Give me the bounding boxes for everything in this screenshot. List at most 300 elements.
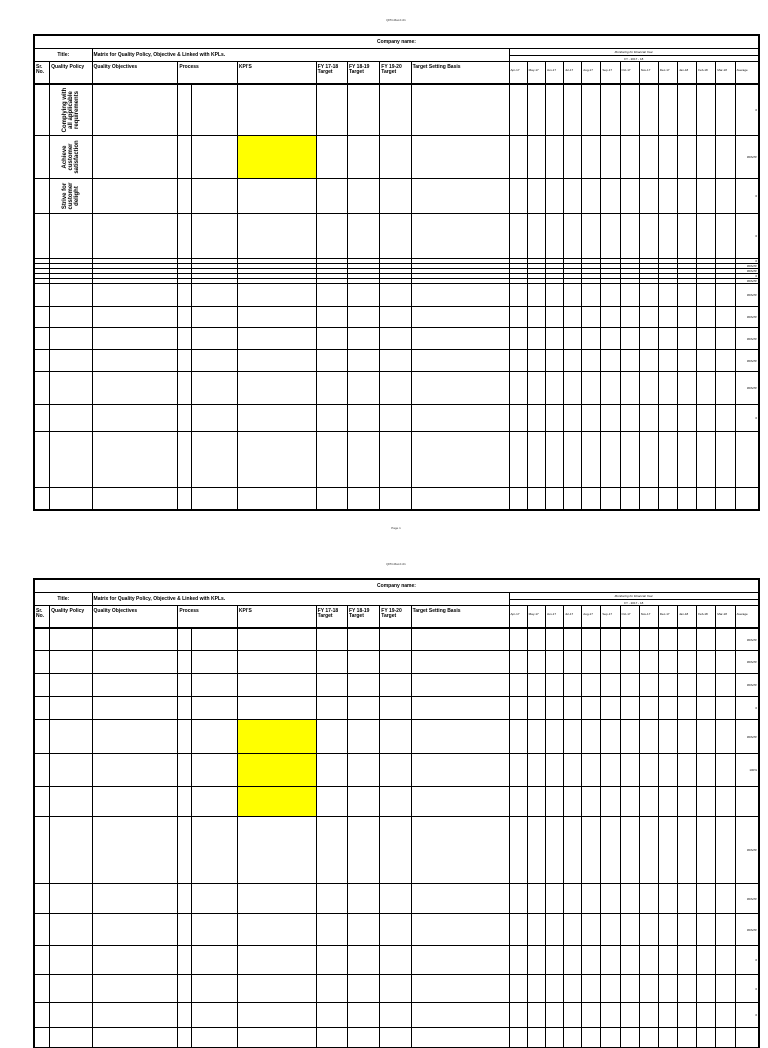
- matrix-cell: [697, 1028, 716, 1048]
- matrix-cell: [509, 372, 527, 405]
- matrix-cell: [545, 350, 563, 372]
- matrix-cell: [716, 975, 735, 1003]
- matrix-cell: [678, 787, 697, 817]
- matrix-cell: [316, 754, 347, 787]
- quality-policy-cell: [50, 85, 92, 136]
- matrix-cell: [35, 946, 50, 975]
- matrix-cell: [411, 674, 509, 697]
- matrix-cell: [639, 488, 658, 510]
- matrix-cell: [178, 214, 191, 259]
- matrix-cell: [582, 284, 601, 307]
- matrix-cell: [601, 136, 620, 179]
- matrix-cell: [237, 372, 316, 405]
- matrix-cell: [509, 85, 527, 136]
- matrix-cell: [35, 328, 50, 350]
- matrix-cell: [380, 914, 411, 946]
- matrix-cell: [582, 432, 601, 488]
- matrix-cell: [178, 488, 191, 510]
- matrix-cell: [347, 697, 379, 720]
- matrix-cell: [380, 946, 411, 975]
- matrix-cell: [564, 350, 582, 372]
- table-row: [35, 629, 759, 651]
- matrix-cell: [237, 350, 316, 372]
- matrix-cell: [35, 179, 50, 214]
- matrix-cell: [35, 674, 50, 697]
- matrix-cell: [178, 754, 191, 787]
- matrix-cell: [527, 350, 545, 372]
- matrix-cell: [678, 629, 697, 651]
- matrix-cell: [35, 85, 50, 136]
- col-target-basis: Target Setting Basis: [411, 62, 509, 84]
- matrix-cell: [697, 488, 716, 510]
- average-cell: 0: [735, 85, 758, 136]
- matrix-cell: [191, 372, 237, 405]
- matrix-cell: [237, 697, 316, 720]
- matrix-cell: [697, 787, 716, 817]
- matrix-cell: [380, 720, 411, 754]
- matrix-cell: [237, 214, 316, 259]
- matrix-cell: [601, 754, 620, 787]
- matrix-cell: [564, 629, 582, 651]
- matrix-cell: [658, 405, 677, 432]
- matrix-cell: [237, 307, 316, 328]
- matrix-cell: [237, 817, 316, 884]
- matrix-cell: [564, 372, 582, 405]
- matrix-cell: [509, 674, 527, 697]
- matrix-cell: [92, 214, 178, 259]
- matrix-cell: [658, 350, 677, 372]
- matrix-cell: [601, 179, 620, 214]
- matrix-cell: [347, 307, 379, 328]
- average-cell: #DIV/0!: [735, 914, 758, 946]
- table-row: [35, 488, 759, 510]
- matrix-cell: [582, 754, 601, 787]
- matrix-cell: [509, 350, 527, 372]
- matrix-cell: [678, 214, 697, 259]
- matrix-cell: [380, 284, 411, 307]
- matrix-cell: [347, 328, 379, 350]
- matrix-cell: [697, 975, 716, 1003]
- matrix-cell: [620, 284, 639, 307]
- matrix-cell: [601, 674, 620, 697]
- matrix-cell: [35, 136, 50, 179]
- average-cell: #DIV/0!: [735, 264, 758, 269]
- matrix-cell: [658, 975, 677, 1003]
- matrix-cell: [411, 914, 509, 946]
- matrix-cell: [50, 307, 92, 328]
- matrix-cell: [347, 946, 379, 975]
- matrix-cell: [527, 754, 545, 787]
- matrix-cell: [50, 914, 92, 946]
- matrix-cell: [582, 136, 601, 179]
- table-row: [35, 284, 759, 307]
- matrix-cell: [658, 629, 677, 651]
- table-row: [35, 720, 759, 754]
- matrix-cell: [316, 720, 347, 754]
- matrix-cell: [35, 350, 50, 372]
- month-apr: Apr-17: [509, 606, 527, 628]
- matrix-cell: [237, 884, 316, 914]
- title-label-2: Title:: [35, 593, 93, 606]
- table-row: [35, 328, 759, 350]
- matrix-cell: [35, 914, 50, 946]
- matrix-cell: [564, 85, 582, 136]
- matrix-cell: [697, 914, 716, 946]
- matrix-cell: [316, 629, 347, 651]
- matrix-cell: [658, 488, 677, 510]
- matrix-cell: [316, 432, 347, 488]
- month-jan: Jan-18: [678, 62, 697, 84]
- matrix-cell: [35, 372, 50, 405]
- matrix-cell: [582, 787, 601, 817]
- matrix-cell: [658, 85, 677, 136]
- matrix-cell: [527, 136, 545, 179]
- matrix-cell: [678, 328, 697, 350]
- matrix-cell: [178, 884, 191, 914]
- matrix-cell: [411, 754, 509, 787]
- matrix-cell: [411, 817, 509, 884]
- matrix-cell: [347, 372, 379, 405]
- matrix-cell: [92, 787, 178, 817]
- matrix-cell: [50, 754, 92, 787]
- matrix-cell: [564, 307, 582, 328]
- average-cell: #DIV/0!: [735, 720, 758, 754]
- matrix-cell: [716, 214, 735, 259]
- matrix-cell: [92, 754, 178, 787]
- matrix-cell: [191, 946, 237, 975]
- matrix-cell: [527, 284, 545, 307]
- matrix-cell: [697, 817, 716, 884]
- matrix-cell: [316, 85, 347, 136]
- matrix-cell: [347, 1028, 379, 1048]
- average-cell: #DIV/0!: [735, 269, 758, 274]
- matrix-cell: [509, 720, 527, 754]
- matrix-cell: [620, 328, 639, 350]
- matrix-cell: [582, 85, 601, 136]
- table-row: [35, 914, 759, 946]
- matrix-cell: [237, 284, 316, 307]
- matrix-cell: [620, 914, 639, 946]
- matrix-cell: [509, 884, 527, 914]
- matrix-cell: [411, 946, 509, 975]
- matrix-cell: [237, 179, 316, 214]
- matrix-cell: [658, 432, 677, 488]
- matrix-cell: [564, 674, 582, 697]
- matrix-cell: [716, 946, 735, 975]
- page-header: QPD-Mat-F-01: [386, 18, 406, 22]
- matrix-cell: [658, 817, 677, 884]
- matrix-cell: [316, 914, 347, 946]
- col-sr-no: Sr. No.: [35, 606, 50, 628]
- matrix-cell: [347, 405, 379, 432]
- average-cell: [735, 488, 758, 510]
- matrix-cell: [545, 85, 563, 136]
- company-name-label: Company name:: [35, 36, 759, 49]
- matrix-cell: [658, 787, 677, 817]
- matrix-cell: [620, 697, 639, 720]
- matrix-cell: [509, 697, 527, 720]
- matrix-cell: [316, 674, 347, 697]
- table-row: [35, 350, 759, 372]
- table-row: [35, 136, 759, 179]
- matrix-cell: [601, 975, 620, 1003]
- matrix-cell: [620, 629, 639, 651]
- matrix-cell: [582, 179, 601, 214]
- matrix-cell: [509, 787, 527, 817]
- matrix-cell: [411, 214, 509, 259]
- matrix-cell: [582, 817, 601, 884]
- matrix-cell: [92, 350, 178, 372]
- matrix-cell: [35, 214, 50, 259]
- average-cell: #DIV/0!: [735, 284, 758, 307]
- matrix-cell: [347, 651, 379, 674]
- matrix-cell: [545, 914, 563, 946]
- matrix-cell: [564, 488, 582, 510]
- matrix-cell: [658, 179, 677, 214]
- month-mar: Mar-18: [716, 606, 735, 628]
- matrix-cell: [620, 651, 639, 674]
- matrix-cell: [527, 488, 545, 510]
- matrix-cell: [527, 432, 545, 488]
- matrix-cell: [35, 284, 50, 307]
- page-header-2: QPD-Mat-F-01: [386, 562, 406, 566]
- matrix-cell: [92, 372, 178, 405]
- matrix-cell: [545, 754, 563, 787]
- matrix-cell: [601, 284, 620, 307]
- matrix-cell: [582, 328, 601, 350]
- page-2: [0, 550, 768, 1024]
- matrix-cell: [678, 405, 697, 432]
- matrix-cell: [545, 136, 563, 179]
- matrix-cell: [380, 629, 411, 651]
- average-cell: #DIV/0!: [735, 350, 758, 372]
- matrix-cell: [639, 432, 658, 488]
- matrix-cell: [678, 432, 697, 488]
- matrix-cell: [620, 787, 639, 817]
- matrix-cell: [582, 674, 601, 697]
- matrix-cell: [582, 307, 601, 328]
- table-row: [35, 307, 759, 328]
- matrix-cell: [347, 179, 379, 214]
- matrix-cell: [620, 307, 639, 328]
- matrix-cell: [697, 674, 716, 697]
- matrix-cell: [582, 350, 601, 372]
- matrix-cell: [527, 817, 545, 884]
- matrix-cell: [411, 884, 509, 914]
- matrix-cell: [716, 629, 735, 651]
- average-cell: #DIV/0!: [735, 279, 758, 284]
- col-kpis: KPI'S: [237, 606, 316, 628]
- matrix-cell: [527, 787, 545, 817]
- matrix-cell: [347, 720, 379, 754]
- matrix-cell: [191, 817, 237, 884]
- matrix-cell: [527, 405, 545, 432]
- matrix-cell: [601, 651, 620, 674]
- matrix-cell: [316, 214, 347, 259]
- month-jul: Jul-17: [564, 62, 582, 84]
- matrix-cell: [509, 284, 527, 307]
- matrix-cell: [35, 488, 50, 510]
- matrix-cell: [564, 884, 582, 914]
- matrix-cell: [697, 629, 716, 651]
- matrix-cell: [35, 975, 50, 1003]
- matrix-cell: [564, 720, 582, 754]
- matrix-cell: [509, 214, 527, 259]
- matrix-cell: [620, 350, 639, 372]
- matrix-cell: [191, 328, 237, 350]
- table-row: [35, 214, 759, 259]
- matrix-cell: [92, 488, 178, 510]
- average-cell: #DIV/0!: [735, 372, 758, 405]
- col-target-2: FY 18-19 Target: [347, 606, 379, 628]
- matrix-cell: [191, 179, 237, 214]
- monitoring-label: Monitoring for Financial Year: [509, 49, 759, 56]
- matrix-cell: [237, 328, 316, 350]
- matrix-cell: [509, 1028, 527, 1048]
- matrix-cell: [697, 432, 716, 488]
- matrix-cell: [347, 884, 379, 914]
- matrix-cell: [697, 651, 716, 674]
- matrix-cell: [178, 328, 191, 350]
- matrix-cell: [697, 136, 716, 179]
- matrix-cell: [545, 328, 563, 350]
- matrix-cell: [237, 975, 316, 1003]
- month-jan: Jan-18: [678, 606, 697, 628]
- matrix-cell: [658, 214, 677, 259]
- matrix-cell: [347, 914, 379, 946]
- matrix-cell: [601, 1028, 620, 1048]
- matrix-cell: [639, 85, 658, 136]
- matrix-cell: [178, 651, 191, 674]
- matrix-cell: [237, 674, 316, 697]
- month-nov: Nov-17: [639, 62, 658, 84]
- matrix-cell: [92, 136, 178, 179]
- col-quality-policy: Quality Policy: [50, 606, 92, 628]
- matrix-cell: [678, 697, 697, 720]
- matrix-cell: [639, 697, 658, 720]
- average-cell: 0: [735, 1003, 758, 1028]
- matrix-cell: [316, 307, 347, 328]
- matrix-cell: [564, 787, 582, 817]
- matrix-cell: [545, 787, 563, 817]
- matrix-cell: [545, 432, 563, 488]
- matrix-cell: [527, 674, 545, 697]
- matrix-cell: [564, 214, 582, 259]
- matrix-cell: [411, 350, 509, 372]
- matrix-cell: [411, 720, 509, 754]
- matrix-cell: [92, 720, 178, 754]
- matrix-cell: [678, 179, 697, 214]
- matrix-cell: [716, 697, 735, 720]
- matrix-cell: [639, 787, 658, 817]
- quality-policy-cell: [50, 136, 92, 179]
- matrix-cell: [92, 405, 178, 432]
- matrix-cell: [191, 284, 237, 307]
- month-may: May-17: [527, 62, 545, 84]
- matrix-cell: [658, 914, 677, 946]
- matrix-cell: [601, 405, 620, 432]
- matrix-cell: [316, 651, 347, 674]
- matrix-cell: [237, 488, 316, 510]
- matrix-cell: [178, 284, 191, 307]
- matrix-cell: [639, 975, 658, 1003]
- matrix-cell: [678, 754, 697, 787]
- matrix-cell: [50, 1028, 92, 1048]
- matrix-cell: [380, 817, 411, 884]
- month-sep: Sep-17: [601, 606, 620, 628]
- matrix-cell: [697, 350, 716, 372]
- matrix-cell: [716, 284, 735, 307]
- matrix-cell: [411, 179, 509, 214]
- matrix-cell: [347, 787, 379, 817]
- matrix-cell: [620, 817, 639, 884]
- matrix-cell: [191, 975, 237, 1003]
- matrix-cell: [527, 720, 545, 754]
- title-value: Matrix for Quality Policy, Objective & Linked with KPLs.: [92, 49, 509, 62]
- matrix-cell: [582, 884, 601, 914]
- col-quality-policy: Quality Policy: [50, 62, 92, 84]
- matrix-cell: [380, 674, 411, 697]
- matrix-cell: [92, 975, 178, 1003]
- matrix-cell: [697, 179, 716, 214]
- col-target-1: FY 17-18 Target: [316, 62, 347, 84]
- matrix-cell: [678, 817, 697, 884]
- matrix-cell: [582, 1028, 601, 1048]
- average-cell: 0: [735, 975, 758, 1003]
- matrix-cell: [620, 372, 639, 405]
- column-header-row-2: [35, 606, 759, 628]
- matrix-cell: [716, 136, 735, 179]
- matrix-cell: [545, 975, 563, 1003]
- matrix-cell: [545, 674, 563, 697]
- matrix-cell: [50, 787, 92, 817]
- matrix-cell: [92, 674, 178, 697]
- matrix-cell: [620, 1028, 639, 1048]
- matrix-cell: [237, 405, 316, 432]
- matrix-cell: [716, 405, 735, 432]
- matrix-cell: [35, 754, 50, 787]
- matrix-cell: [658, 136, 677, 179]
- matrix-cell: [601, 432, 620, 488]
- matrix-cell: [50, 350, 92, 372]
- month-aug: Aug-17: [582, 62, 601, 84]
- average-cell: 0: [735, 214, 758, 259]
- month-oct: Oct-17: [620, 62, 639, 84]
- matrix-cell: [237, 651, 316, 674]
- matrix-cell: [545, 307, 563, 328]
- matrix-cell: [50, 214, 92, 259]
- matrix-cell: [716, 817, 735, 884]
- quality-policy-text: Achieve customer satisfaction: [61, 140, 80, 174]
- matrix-cell: [509, 328, 527, 350]
- matrix-cell: [601, 328, 620, 350]
- matrix-cell: [678, 946, 697, 975]
- matrix-cell: [716, 914, 735, 946]
- matrix-cell: [545, 884, 563, 914]
- matrix-cell: [191, 914, 237, 946]
- month-apr: Apr-17: [509, 62, 527, 84]
- matrix-cell: [658, 284, 677, 307]
- matrix-cell: [178, 307, 191, 328]
- matrix-cell: [509, 432, 527, 488]
- matrix-cell: [697, 884, 716, 914]
- matrix-cell: [697, 405, 716, 432]
- matrix-cell: [191, 754, 237, 787]
- matrix-cell: [316, 946, 347, 975]
- matrix-cell: [601, 372, 620, 405]
- matrix-cell: [509, 651, 527, 674]
- matrix-cell: [347, 350, 379, 372]
